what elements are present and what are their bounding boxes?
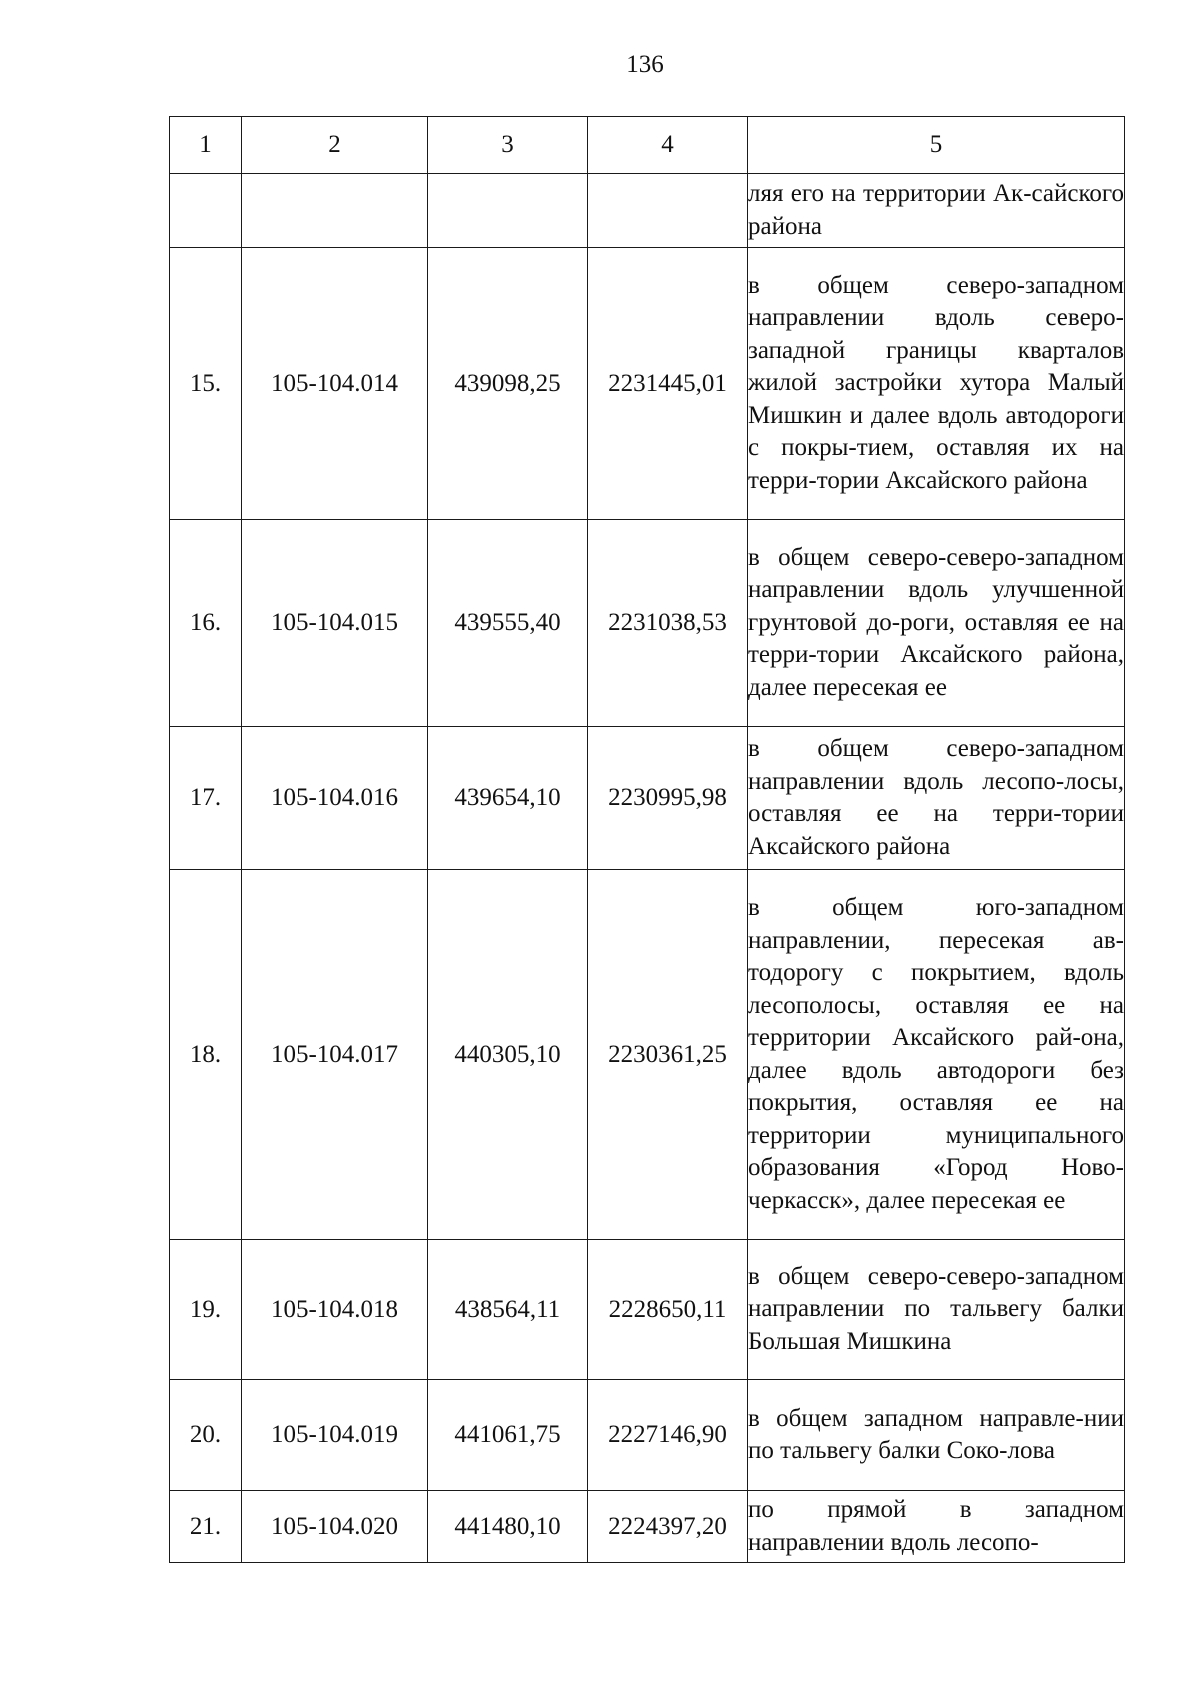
coordinate-y: 2231038,53 [588,520,748,727]
table-row [170,870,1125,1240]
coordinate-x: 441061,75 [428,1380,588,1491]
point-code: 105-104.016 [242,727,428,870]
point-code: 105-104.018 [242,1240,428,1380]
table-row [170,1240,1125,1380]
column-header-1: 1 [170,117,242,174]
table-row [170,174,1125,248]
table-header-row [170,117,1125,174]
boundary-points-table [169,116,1125,1563]
coordinate-x: 439654,10 [428,727,588,870]
boundary-description: по прямой в западном направлении вдоль лесопо- [748,1491,1125,1563]
row-number: 19. [170,1240,242,1380]
row-number: 16. [170,520,242,727]
coordinate-y: 2230361,25 [588,870,748,1240]
table-row [170,520,1125,727]
coordinate-y: 2227146,90 [588,1380,748,1491]
boundary-description: в общем северо-западном направлении вдоль лесопо-лосы, оставляя ее на терри-тории Аксайского района [748,727,1125,870]
point-code [242,174,428,248]
coordinate-x [428,174,588,248]
point-code: 105-104.014 [242,248,428,520]
table-row [170,1380,1125,1491]
column-header-5: 5 [748,117,1125,174]
boundary-description: в общем северо-западном направлении вдоль северо-западной границы кварталов жилой застройки хутора Малый Мишкин и далее вдоль автодороги с покры-тием, оставляя их на терри-тории Аксайского района [748,248,1125,520]
coordinate-x: 438564,11 [428,1240,588,1380]
row-number: 18. [170,870,242,1240]
boundary-description: в общем западном направле-нии по тальвегу балки Соко-лова [748,1380,1125,1491]
table-row [170,1491,1125,1563]
row-number: 15. [170,248,242,520]
coordinate-y: 2230995,98 [588,727,748,870]
point-code: 105-104.017 [242,870,428,1240]
coordinate-y: 2224397,20 [588,1491,748,1563]
row-number [170,174,242,248]
coordinate-y [588,174,748,248]
column-header-4: 4 [588,117,748,174]
point-code: 105-104.020 [242,1491,428,1563]
boundary-description: в общем северо-северо-западном направлении вдоль улучшенной грунтовой до-роги, оставляя ее на терри-тории Аксайского района, далее пересекая ее [748,520,1125,727]
table-row [170,727,1125,870]
boundary-description: в общем северо-северо-западном направлении по тальвегу балки Большая Мишкина [748,1240,1125,1380]
coordinate-x: 439098,25 [428,248,588,520]
row-number: 17. [170,727,242,870]
table-row [170,248,1125,520]
row-number: 21. [170,1491,242,1563]
point-code: 105-104.019 [242,1380,428,1491]
coordinate-x: 440305,10 [428,870,588,1240]
boundary-description: ляя его на территории Ак-сайского района [748,174,1125,248]
coordinate-x: 441480,10 [428,1491,588,1563]
coordinate-x: 439555,40 [428,520,588,727]
page-number: 136 [626,51,664,78]
row-number: 20. [170,1380,242,1491]
column-header-2: 2 [242,117,428,174]
coordinate-y: 2228650,11 [588,1240,748,1380]
column-header-3: 3 [428,117,588,174]
coordinate-y: 2231445,01 [588,248,748,520]
point-code: 105-104.015 [242,520,428,727]
boundary-description: в общем юго-западном направлении, пересекая ав-тодорогу с покрытием, вдоль лесополосы, оставляя ее на территории Аксайского рай-она, далее вдоль автодороги без покрытия, оставляя ее на территории муниципального образования «Город Ново-черкасск», далее пересекая ее [748,870,1125,1240]
